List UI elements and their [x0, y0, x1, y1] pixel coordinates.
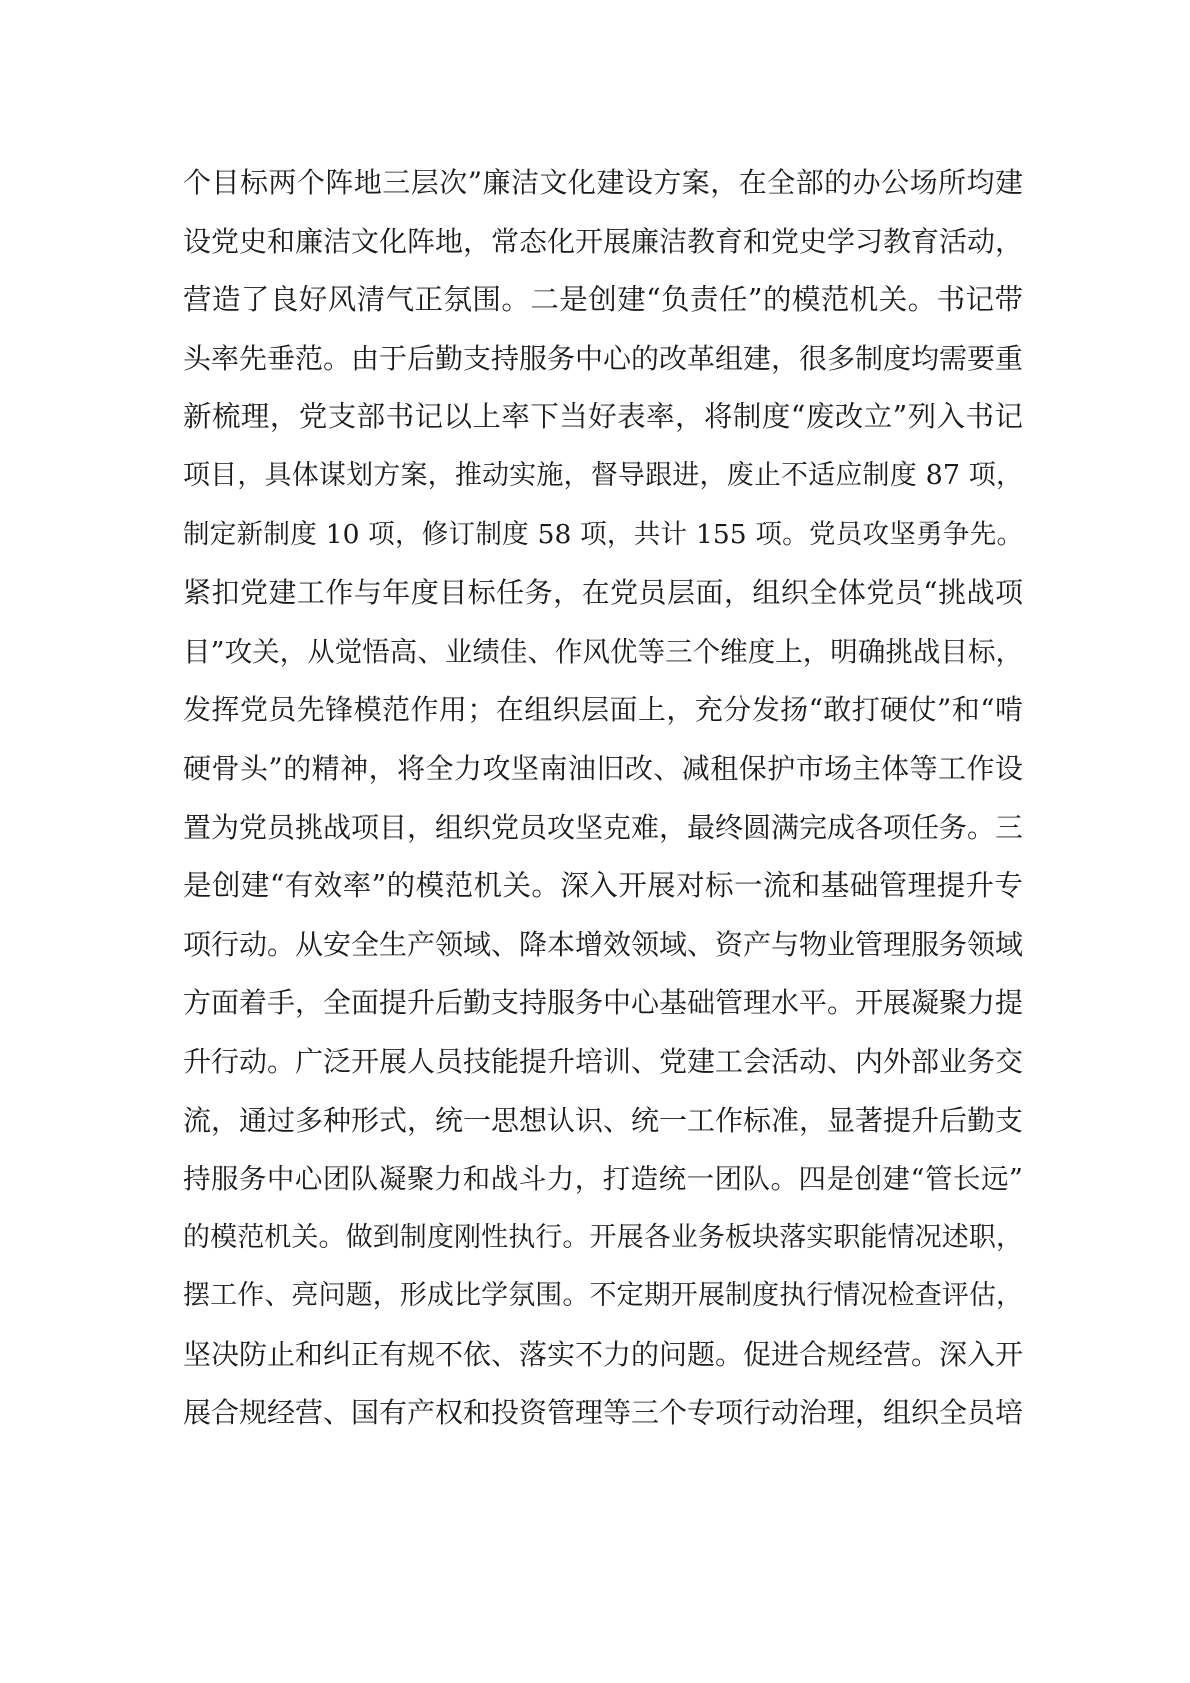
text-line: 紧扣党建工作与年度目标任务，在党员层面，组织全体党员“挑战项 — [183, 576, 1023, 610]
text-line: 升行动。广泛开展人员技能提升培训、党建工会活动、内外部业务交 — [183, 1044, 1024, 1078]
text-line: 摆工作、亮问题，形成比学氛围。不定期开展制度执行情况检查评估， — [183, 1280, 1023, 1312]
text-line: 个目标两个阵地三层次”廉洁文化建设方案，在全部的办公场所均建 — [183, 166, 1023, 199]
text-line: 制定新制度 10 项，修订制度 58 项，共计 155 项。党员攻坚勇争先。 — [183, 518, 1023, 550]
text-line: 的模范机关。做到制度刚性执行。开展各业务板块落实职能情况述职， — [183, 1221, 1023, 1253]
text-line: 头率先垂范。由于后勤支持服务中心的改革组建，很多制度均需要重 — [183, 341, 1024, 375]
text-line: 是创建“有效率”的模范机关。深入开展对标一流和基础管理提升专 — [183, 869, 1023, 903]
text-line: 坚决防止和纠正有规不依、落实不力的问题。促进合规经营。深入开 — [183, 1337, 1024, 1371]
text-line: 目”攻关，从觉悟高、业绩佳、作风优等三个维度上，明确挑战目标， — [183, 635, 1023, 668]
text-line: 置为党员挑战项目，组织党员攻坚克难，最终圆满完成各项任务。三 — [183, 810, 1024, 844]
text-line: 项行动。从安全生产领域、降本增效领域、资产与物业管理服务领域 — [183, 927, 1024, 961]
text-line: 展合规经营、国有产权和投资管理等三个专项行动治理，组织全员培 — [183, 1396, 1024, 1430]
text-line: 硬骨头”的精神，将全力攻坚南油旧改、减租保护市场主体等工作设 — [183, 751, 1023, 785]
body-text — [183, 154, 1023, 1443]
text-line: 持服务中心团队凝聚力和战斗力，打造统一团队。四是创建“管长远” — [183, 1163, 1023, 1196]
text-line: 项目，具体谋划方案，推动实施，督导跟进，废止不适应制度 87 项， — [183, 459, 1023, 491]
text-line: 方面着手，全面提升后勤支持服务中心基础管理水平。开展凝聚力提 — [183, 986, 1024, 1020]
text-line: 营造了良好风清气正氛围。二是创建“负责任”的模范机关。书记带 — [183, 283, 1023, 317]
text-line: 新梳理，党支部书记以上率下当好表率，将制度“废改立”列入书记 — [183, 400, 1023, 434]
text-line: 流，通过多种形式，统一思想认识、统一工作标准，显著提升后勤支 — [183, 1103, 1024, 1137]
text-line: 设党史和廉洁文化阵地，常态化开展廉洁教育和党史学习教育活动， — [183, 224, 1024, 258]
text-line: 发挥党员先锋模范作用；在组织层面上，充分发扬“敢打硬仗”和“啃 — [183, 693, 1023, 727]
